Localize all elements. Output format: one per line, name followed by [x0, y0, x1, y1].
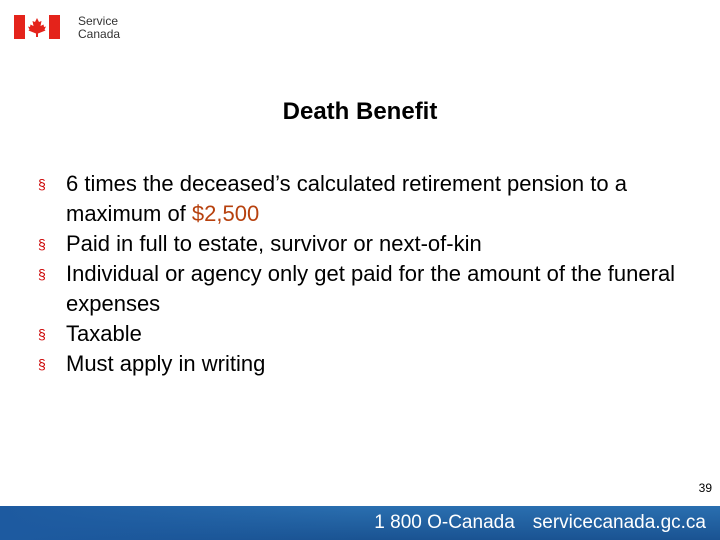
bullet-text: Individual or agency only get paid for the amount of the funeral expenses: [66, 261, 676, 316]
bullet-item: [38, 259, 698, 319]
bullet-item: [38, 319, 698, 349]
bullet-marker: §: [38, 236, 46, 252]
bullet-text: Must apply in writing: [66, 351, 266, 376]
bullet-item: [38, 169, 698, 229]
footer-website: servicecanada.gc.ca: [532, 512, 706, 533]
bullet-text: 6 times the deceased’s calculated retirement pension to a maximum of: [66, 171, 627, 226]
maximum-amount: $2,500: [191, 201, 260, 226]
slide-title: [0, 98, 720, 126]
brand-line-1: Service: [78, 14, 119, 28]
brand-wordmark: [78, 15, 120, 40]
brand-line-2: Canada: [78, 26, 121, 41]
footer-shade: [0, 506, 360, 540]
bullet-text: Taxable: [66, 321, 142, 346]
bullet-marker: §: [38, 356, 46, 372]
footer-bar: [0, 506, 720, 540]
bullet-item: [38, 349, 698, 379]
footer-phone: 1 800 O-Canada: [374, 512, 515, 533]
bullet-item: [38, 229, 698, 259]
page-number: 39: [698, 481, 712, 495]
footer-contact: [374, 512, 706, 534]
service-canada-logo: [14, 15, 120, 40]
slide-title-text: Death Benefit: [282, 98, 438, 125]
bullet-marker: §: [38, 266, 46, 282]
bullet-text: Paid in full to estate, survivor or next-of-kin: [66, 231, 482, 256]
bullet-marker: §: [38, 176, 46, 192]
canada-flag-icon: [14, 15, 60, 39]
bullet-marker: §: [38, 326, 46, 342]
bullet-list: [38, 169, 698, 379]
